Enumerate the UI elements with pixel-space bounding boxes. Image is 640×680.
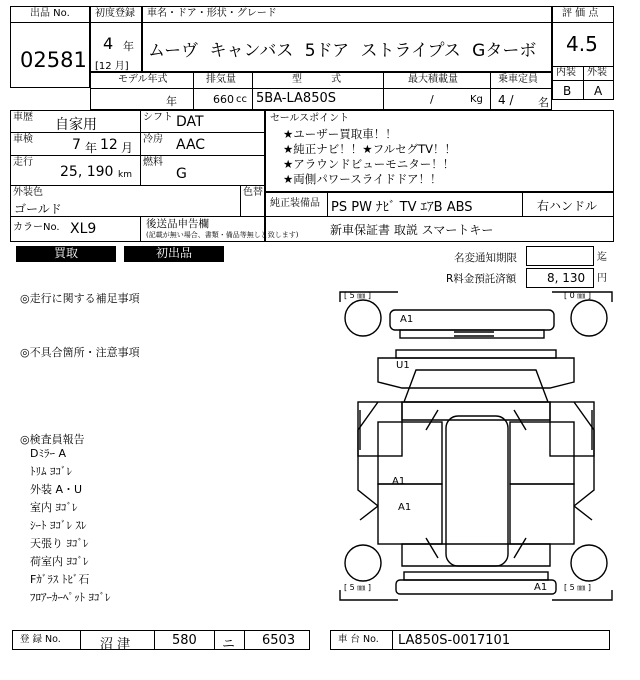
sales-point-title: セールスポイント: [270, 113, 350, 124]
defects-notes-label: ◎不具合箇所・注意事項: [20, 346, 140, 359]
inspector-item-5: ｼｰﾄ ﾖｺﾞﾚ ｽﾚ: [30, 519, 87, 532]
name-change-label: 名変通知期限: [454, 252, 517, 264]
inspector-item-2: ﾄﾘﾑ ﾖｺﾞﾚ: [30, 465, 72, 478]
capacity-unit: 名: [538, 96, 549, 109]
front-bumper: [390, 310, 554, 330]
inspector-report-label: ◎検査員報告: [20, 433, 85, 446]
sales-point-3: ★アラウンドビューモニター！！: [283, 157, 455, 171]
tire-rear-left: [345, 545, 381, 581]
tire-rear-right: [571, 545, 607, 581]
color-number: XL9: [70, 221, 97, 237]
registration-number: 6503: [262, 633, 296, 648]
registration-kana: ニ: [222, 637, 236, 652]
model-year-unit: 年: [166, 95, 177, 108]
registration-number-label: 登 録 No.: [20, 634, 61, 645]
history-value: 自家用: [55, 117, 97, 133]
documents-value: 新車保証書 取説 スマートキー: [330, 223, 494, 237]
damage-mark-left-front-door: A1: [392, 476, 406, 487]
damage-mark-left-rear-door: A1: [398, 502, 412, 513]
left-rear-door: [378, 484, 442, 544]
right-front-door: [510, 422, 574, 484]
equipment-label: 純正装備品: [270, 198, 320, 209]
tire-depth-rear-left: [ 5 ㎜ ]: [344, 583, 371, 592]
inspector-item-1: Dﾐﾗｰ A: [30, 447, 66, 460]
max-load-value: /: [430, 93, 434, 106]
fuel-value: G: [176, 166, 187, 182]
registration-year-unit: 年: [123, 40, 134, 53]
tire-depth-front-right: [ 0 ㎜ ]: [564, 291, 591, 300]
repaint-label: 色替: [243, 187, 263, 198]
recycle-fee-unit: 円: [597, 273, 607, 284]
steering-value: 右ハンドル: [537, 199, 598, 213]
first-registration-label: 初度登録: [95, 8, 135, 19]
displacement-label: 排気量: [206, 74, 236, 85]
right-rear-door: [510, 484, 574, 544]
lot-number: 02581: [20, 48, 87, 72]
registration-region: 沼 津: [100, 637, 131, 652]
model-type: 5BA-LA850S: [256, 91, 336, 106]
capacity-label: 乗車定員: [498, 74, 538, 85]
interior-grade: B: [563, 84, 572, 98]
exterior-grade-label: 外装: [587, 67, 607, 78]
inspection-month: 12: [100, 137, 118, 153]
lot-number-label: 出品 No.: [30, 8, 70, 19]
registration-year: 4: [103, 34, 114, 53]
left-front-door: [378, 422, 442, 484]
inspection-label: 車検: [13, 134, 33, 145]
driving-notes-label: ◎走行に関する補足事項: [20, 292, 140, 305]
ac-label: 冷房: [143, 134, 163, 145]
shipping-note: (記載が無い場合、書類・備品等無しと致します): [146, 231, 299, 239]
inspector-item-6: 天張り ﾖｺﾞﾚ: [30, 537, 89, 550]
inspection-year-unit: 年: [85, 141, 98, 155]
inspector-item-4: 室内 ﾖｺﾞﾚ: [30, 501, 78, 514]
damage-mark-windshield: U1: [396, 360, 410, 371]
tire-front-left: [345, 300, 381, 336]
score-value: 4.5: [566, 32, 598, 56]
displacement-value: 660: [213, 93, 234, 106]
car-condition-diagram: [338, 290, 614, 602]
name-change-box: [526, 246, 594, 266]
score-label: 評 価 点: [562, 8, 599, 19]
inspector-item-9: ﾌﾛｱｰｶｰﾍﾟｯﾄ ﾖｺﾞﾚ: [30, 591, 111, 604]
history-label: 車歴: [13, 112, 33, 123]
model-year-label: モデル年式: [118, 74, 168, 85]
windshield: [404, 370, 548, 402]
mileage-value: 25, 190: [60, 164, 114, 180]
color-value: ゴールド: [14, 202, 62, 216]
chassis-number-label: 車 台 No.: [338, 634, 379, 645]
damage-mark-rear-bumper: A1: [534, 582, 548, 593]
inspection-month-unit: 月: [121, 141, 134, 155]
shift-value: DAT: [176, 114, 204, 130]
damage-mark-front-bumper: A1: [400, 314, 414, 325]
interior-grade-label: 内装: [556, 67, 576, 78]
color-number-label: カラーNo.: [13, 222, 60, 233]
tire-depth-front-left: [ 5 ㎜ ]: [344, 291, 371, 300]
inspector-item-7: 荷室内 ﾖｺﾞﾚ: [30, 555, 89, 568]
capacity-value: 4 /: [498, 93, 514, 107]
recycle-fee-label: R料金預託済額: [446, 273, 517, 285]
inspector-item-3: 外装 A・U: [30, 483, 83, 496]
color-label: 外装色: [13, 187, 43, 198]
equipment-value: PS PW ﾅﾋﾞ TV ｴｱB ABS: [331, 200, 473, 215]
chassis-number: LA850S-0017101: [398, 633, 511, 648]
car-name-label: 車名・ドア・形状・グレード: [147, 8, 277, 19]
mileage-label: 走行: [13, 157, 33, 168]
exterior-grade: A: [594, 84, 603, 98]
mileage-unit: km: [118, 170, 132, 180]
first-listing-badge: 初出品: [124, 246, 224, 262]
sales-point-2: ★純正ナビ！！★フルセグTV！！: [283, 142, 457, 156]
max-load-label: 最大積載量: [408, 74, 458, 85]
rear-bumper: [396, 580, 556, 594]
recycle-fee-value: 8, 130: [547, 271, 586, 285]
shift-label: シフト: [143, 112, 173, 123]
inspection-year: 7: [72, 137, 81, 153]
fuel-label: 燃料: [143, 157, 163, 168]
buy-badge: 買取: [16, 246, 116, 262]
car-name: ムーヴ キャンバス 5ドア ストライプス Gターボ: [148, 41, 537, 61]
sales-point-1: ★ユーザー買取車！！: [283, 127, 397, 141]
tire-front-right: [571, 300, 607, 336]
ac-value: AAC: [176, 137, 206, 153]
registration-class: 580: [172, 633, 197, 648]
inspector-item-8: Fｶﾞﾗｽ ﾄﾋﾞ石: [30, 573, 90, 586]
name-change-unit: 迄: [597, 252, 607, 263]
sales-point-4: ★両側パワースライドドア！！: [283, 172, 442, 186]
max-load-unit: Kg: [470, 94, 483, 105]
displacement-unit: cc: [236, 94, 247, 105]
model-type-label: 型 式: [292, 74, 342, 85]
registration-month: [12 月]: [95, 61, 129, 72]
tire-depth-rear-right: [ 5 ㎜ ]: [564, 583, 591, 592]
shipping-label: 後送品申告欄: [146, 218, 209, 230]
